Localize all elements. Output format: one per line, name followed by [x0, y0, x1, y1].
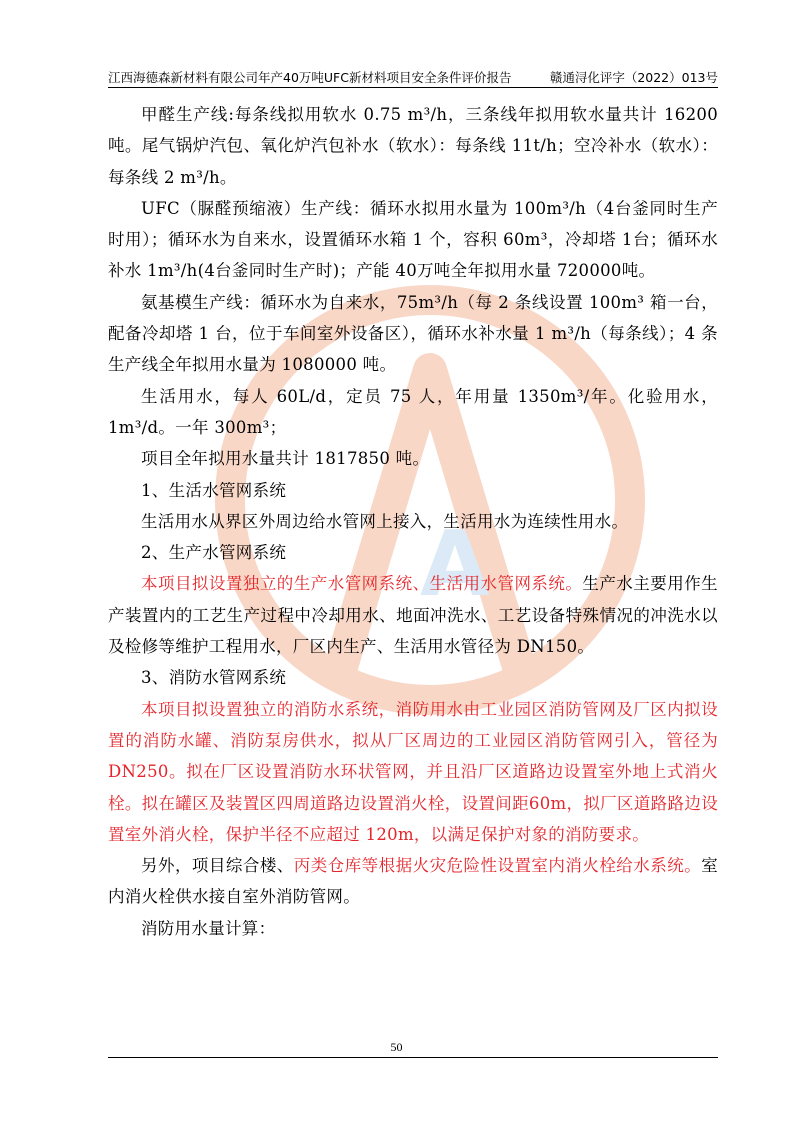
body-paragraph — [108, 662, 718, 693]
paragraph-text: 室内消火栓供水接自室外消防管网。 — [108, 856, 718, 907]
document-body — [108, 99, 718, 944]
body-paragraph — [108, 694, 718, 850]
document-number: 赣通浔化评字（2022）013号 — [549, 70, 718, 85]
paragraph-text: 消防用水量计算： — [141, 918, 276, 938]
footer-rule — [108, 1057, 718, 1058]
body-paragraph — [108, 568, 718, 662]
page-header — [108, 68, 718, 86]
page-number: 50 — [390, 1040, 403, 1054]
svg-text:A: A — [420, 512, 490, 617]
paragraph-text: 1、生活水管网系统 — [141, 480, 287, 500]
highlighted-text: 本项目拟设置独立的消防水系统，消防用水由工业园区消防管网及厂区内拟设置的消防水罐、消防泵房供水，拟从厂区周边的工业园区消防管网引入，管径为 DN250。拟在厂区设置消防水环状管网，并且沿厂区道路边设置室外地上式消火栓。拟在罐区及装置区四周道路边设置消火栓，设置间距60m，拟厂区道路路边设置室外消火栓，保护半径不应超过 120m，以满足保护对象的消防要求。 — [108, 699, 718, 844]
paragraph-text: 另外，项目综合楼、 — [141, 856, 294, 876]
body-paragraph — [108, 443, 718, 474]
paragraph-text: 生活用水从界区外周边给水管网上接入，生活用水为连续性用水。 — [141, 511, 629, 531]
paragraph-text: 2、生产水管网系统 — [141, 543, 287, 563]
highlighted-text: 丙类仓库等根据火灾危险性设置室内消火栓给水系统。 — [293, 856, 702, 876]
body-paragraph — [108, 193, 718, 287]
paragraph-text: 氨基模生产线：循环水为自来水，75m³/h（每 2 条线设置 100m³ 箱一台，配备冷却塔 1 台，位于车间室外设备区），循环水补水量 1 m³/h（每条线）；4 条生产线全年拟用水量为 1080000 吨。 — [108, 292, 718, 375]
paragraph-text: 甲醛生产线:每条线拟用软水 0.75 m³/h，三条线年拟用软水量共计 16200吨。尾气锅炉汽包、氧化炉汽包补水（软水）：每条线 11t/h；空冷补水（软水）：每条线 2 m³/h。 — [108, 105, 718, 187]
paragraph-text: 项目全年拟用水量共计 1817850 吨。 — [141, 449, 430, 469]
body-paragraph — [108, 381, 718, 444]
body-paragraph — [108, 850, 718, 913]
body-paragraph — [108, 537, 718, 568]
report-title: 江西海德森新材料有限公司年产40万吨UFC新材料项目安全条件评价报告 — [108, 70, 512, 85]
body-paragraph — [108, 913, 718, 944]
paragraph-text: UFC（脲醛预缩液）生产线：循环水拟用水量为 100m³/h（4台釜同时生产时用）；循环水为自来水，设置循环水箱 1 个，容积 60m³，冷却塔 1台；循环水补水 1m³/h(4台釜同时生产时)；产能 40万吨全年拟用水量 720000吨。 — [108, 198, 718, 281]
paragraph-text: 3、消防水管网系统 — [141, 668, 287, 688]
paragraph-text: 生活用水，每人 60L/d，定员 75 人，年用量 1350m³/年。化验用水，1m³/d。一年 300m³； — [108, 386, 718, 437]
body-paragraph — [108, 475, 718, 506]
header-rule — [108, 87, 718, 88]
paragraph-text: 生产水主要用作生产装置内的工艺生产过程中冷却用水、地面冲洗水、工艺设备特殊情况的冲洗水以及检修等维护工程用水，厂区内生产、生活用水管径为 DN150。 — [108, 574, 718, 657]
body-paragraph — [108, 99, 718, 193]
highlighted-text: 本项目拟设置独立的生产水管网系统、生活用水管网系统。 — [141, 574, 583, 594]
body-paragraph — [108, 506, 718, 537]
body-paragraph — [108, 287, 718, 381]
